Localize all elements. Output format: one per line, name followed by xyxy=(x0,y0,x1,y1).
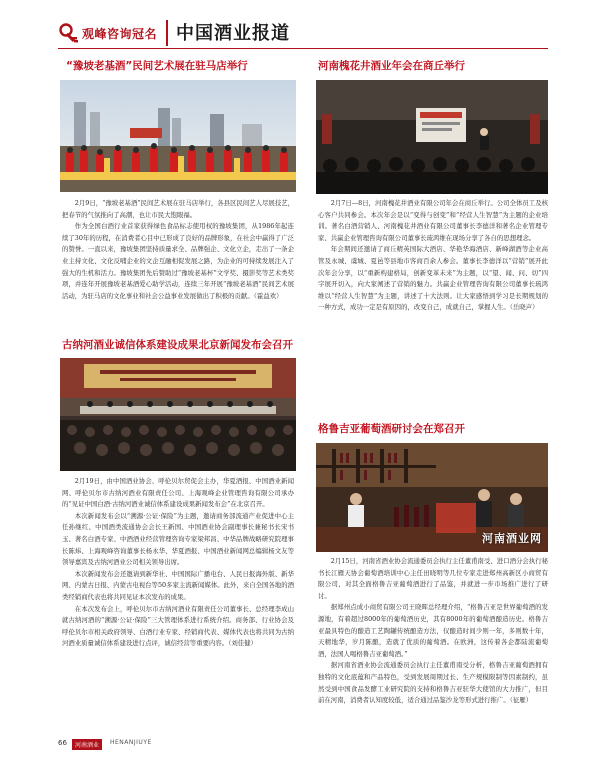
paragraph: 在本次发布会上，呼伦贝尔市古纳河酒业有限责任公司董事长、总经理李成山就古纳河酒的“溯源·公证·保险”三大管理体系进行系统介绍。商务部、行业协会及呼伦贝尔市相关政府领导、白酒行业专家、经销商代表、媒体代表也将共同为古纳河酒业质量诚信体系建设进行点评，诚信经营等重要内容。（刘佳健） xyxy=(62,604,294,648)
annual-meeting-photo xyxy=(316,80,548,194)
paragraph: 本次新闻发布会还邀请到新华社、中国国际广播电台、人民日报海外版、新华网、内蒙古日报、内蒙古电视台等50多家主流新闻媒体。此外，来自全国各地的酒类经销商代表也将共同见证本次发布的成果。 xyxy=(62,569,294,601)
paragraph: 2月19日，由中国酒业协会、呼伦贝尔贸促会主办，华夏酒报、中国酒业新闻网、呼伦贝尔市古纳河酒业有限责任公司、上海观峰企业管理咨询有限公司承办的“见证中国白酒·古纳河酒业诚信体系建设成果新闻发布会”在北京召开。 xyxy=(62,477,294,509)
paragraph: 2月9日，“豫坡老基酒”民间艺术展在驻马店举行，各县区民间艺人尽展技艺，把春节的气氛推向了高潮，也让市民大饱眼福。 xyxy=(62,199,294,219)
paragraph: 据郑州点成小商贸有限公司王晓晖总经理介绍，“格鲁吉亚是世界葡萄酒的发源地，有着超过8000年的葡萄酒历史，其有8000年的葡萄酒酿造历史。格鲁吉亚最具特色的酿造工艺陶罐传统酿造方法，仅酿造时间少则一年，多则数十年，天精地华，岁月陈酿，造就了优质的葡萄酒。在欧洲，这传着各企都陆流葡萄酒，法国人喝格鲁吉亚葡萄酒。” xyxy=(318,603,548,658)
article-body xyxy=(62,198,294,302)
paragraph: 作为全国白酒行业首家获得绿色食品标志使用权的豫坡集团，从1986年起连续了30年的历程，在消费者心目中已形成了良好的品牌形象，在社会中赢得了广泛的赞誉。一直以来，豫坡集团坚持质量求全、品牌强企、文化立企，走出了一条企业主持文化、文化反哺企业的文企互融相促发展之路，为企业的可持续发展注入了强大的生机和活力。豫坡集团先后赞助过“豫坡老基杯”文学奖、摄影奖等艺术类奖项，并连年开展豫坡老基酒爱心助学活动，连续三年开展“豫坡老基酒”民间艺术展活动，为驻马店的文化事业和社会公益事业发展做出了积极的贡献。（霍益欢） xyxy=(62,222,294,300)
paragraph: 2月7日—8日，河南槐花井酒业有限公司年会在商丘举行。公司全体员工及核心客户共同参会。本次年会是以“变得与创变”和“经营人生智慧”为主题的企业培训。著名白酒营销人、河南槐花井酒业有限公司董事长李德洋和著名企业管理专家、共赢企业管理咨询有限公司董事长琉鸿维在现场分享了各自的思想理念。 xyxy=(318,199,548,242)
article-title: 古纳河酒业诚信体系建设成果北京新闻发布会召开 xyxy=(62,339,293,351)
paragraph: 2月15日，河南省酒业协会流通委员会执行主任董甫南受、进口酒分会执行秘书长江雁天协会葡萄酒培训中心主任田晓明等几位专家走进郑州高新区小商贸有限公司，对其全面格鲁吉亚葡萄酒进行了品鉴，并就进一步市场推广进行了研讨。 xyxy=(318,557,548,600)
paragraph: 据河南省酒业协会流通委员会执行主任董甫南受分析，格鲁吉亚葡萄酒拥有独特的文化底蕴和产品特色，受到发展周期过长、生产规模限制等因素制约，虽然受到中国食品发酵工业研究院的支持和格鲁吉亚驻华大使馆的大力推广，但目前在河南，消费者认知度较低，适合通过品鉴沙龙等形式进行推广。（征雁） xyxy=(318,661,548,705)
folk-art-parade-photo xyxy=(60,80,296,192)
article-title: 格鲁吉亚葡萄酒研讨会在郑召开 xyxy=(318,423,465,435)
magazine-english-name: HENANJIUYE xyxy=(110,739,152,746)
article-title: 河南槐花井酒业年会在商丘举行 xyxy=(318,60,465,72)
article-body xyxy=(318,556,548,707)
page-header xyxy=(0,0,606,56)
key-logo-icon xyxy=(58,22,80,44)
paragraph: 年会期间还邀请了商丘精英国际大酒店、华艳华海酒店、新峰湖酒等企业高管及永城、虞城、夏邑等县地市客商百余人参会。董事长李德洋以“营销”展开此次年会分享，以“重新构建格局，创新变革未来”为主题，以“望、闻、问、切”四字展开切入，向大家阐述了营销的魅力。共赢企业管理咨询有限公司董事长琉鸿维以“经营人生智慧”为主题，讲述了十大法则。让大家感悟到学习是长期规划的一种方式，成功一定是有原因的，改变自己，成就自己，掌握人生。（岳晓声） xyxy=(318,245,548,312)
photo-watermark: 河南酒业网 xyxy=(482,532,542,545)
article-body xyxy=(318,198,548,314)
magazine-name: 河南酒业 xyxy=(72,739,102,750)
paragraph: 本次新闻发布会以“溯源·公证·保险”为主题，邀请商务部流通产业促进中心主任孙继红、中国酒类流通协会会长王新国、中国酒业协会副理事长兼秘书长宋书玉、著名白酒专家、中酒酒业经营管理咨询专家梁邦昌、中华品牌战略研究院理事长陈炜、上海观峰咨询董事长杨永华、华夏酒报、中国酒业新闻网总编辑杨文友等领导嘉宾及古纳河酒业公司相关领导出席。 xyxy=(62,511,294,567)
article-body xyxy=(62,476,294,650)
press-conference-photo xyxy=(60,358,296,471)
page-number: 66 xyxy=(58,739,67,747)
header-rule xyxy=(58,48,548,49)
header-divider xyxy=(166,20,168,46)
article-title: “豫坡老基酒”民间艺术展在驻马店举行 xyxy=(66,60,248,72)
page-footer xyxy=(58,738,548,752)
sponsor-brand: 观峰咨询冠名 xyxy=(82,27,158,41)
wine-seminar-photo xyxy=(316,443,548,552)
page-title: 中国酒业报道 xyxy=(176,23,290,44)
